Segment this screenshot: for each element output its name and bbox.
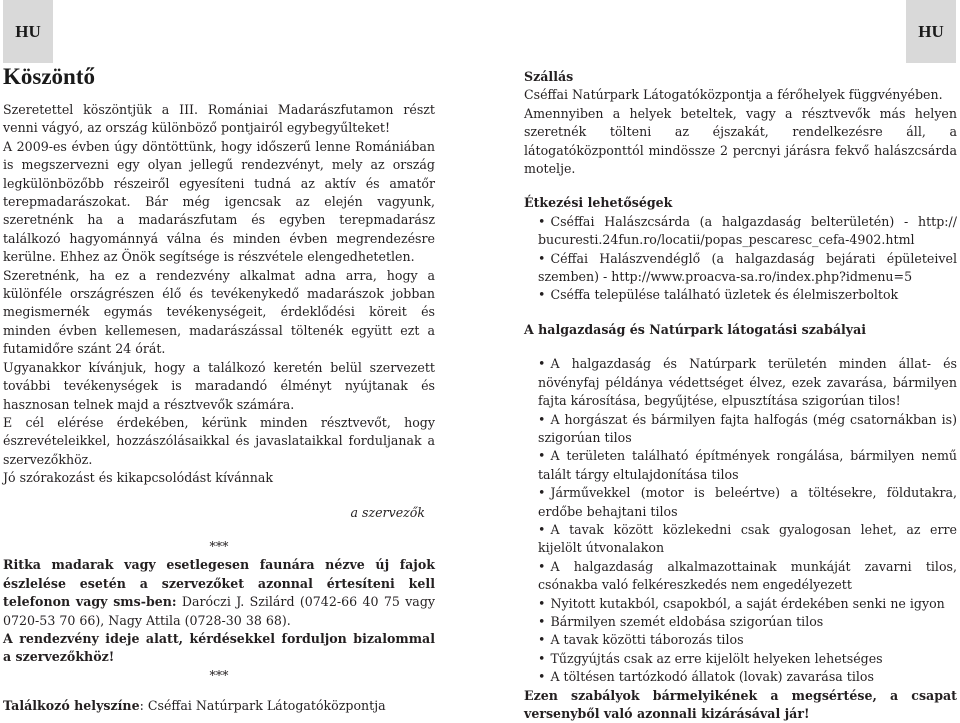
paragraph: E cél elérése érdekében, kérünk minden résztvevőt, hogy észrevételeikkel, hozzászólásaikkal és javaslataikkal forduljanak a szervezőkhöz. xyxy=(3,414,435,467)
questions-notice: A rendezvény ideje alatt, kérdésekkel forduljon bizalommal a szervezőkhöz! xyxy=(3,630,435,665)
page-title: Köszöntő xyxy=(3,64,95,89)
language-badge-right: HU xyxy=(906,0,956,63)
paragraph: Jó szórakozást és kikapcsolódást kívánnak xyxy=(3,470,273,486)
welcome-text xyxy=(3,101,435,716)
list-item: • A területen található építmények rongálása, bármilyen nemű talált tárgy eltulajdonítása tilos xyxy=(524,447,957,484)
lodging-heading: Szállás xyxy=(524,69,574,84)
notice-bold: Ritka madarak vagy esetlegesen faunára nézve új fajok észlelése esetén a szervezőket azonnal értesíteni kell telefonon vagy sms-ben: xyxy=(3,557,435,610)
language-badge-left: HU xyxy=(3,0,53,63)
closing-warning: Ezen szabályok bármelyikének a megsértése, a csapat versenyből való azonnali kizárásával jár! xyxy=(524,687,957,721)
info-text xyxy=(524,68,957,723)
paragraph: Ugyanakkor kívánjuk, hogy a találkozó keretén belül szervezett további tevékenységek is maradandó élményt nyújtanak és hasznosan telnek majd a résztvevők számára. xyxy=(3,359,435,412)
list-item: • Járművekkel (motor is beleértve) a töltésekre, földutakra, erdőbe behajtani tilos xyxy=(524,484,957,521)
list-item: • A tavak közötti táborozás tilos xyxy=(524,631,957,649)
venue-value: : Cséffai Natúrpark Látogatóközpontja xyxy=(139,698,386,714)
paragraph: Szeretnénk, ha ez a rendezvény alkalmat adna arra, hogy a különféle országrészen élő és tevékenykedő madarászok jobban megismernék egymás tevékenységeit, érdeklődési köreit és minden évben kellemesen, madarászással töltenék együtt ezt a futamidőre szánt 24 órát. xyxy=(3,267,435,357)
list-item: • Céffai Halászvendéglő (a halgazdaság bejárati épületeivel szemben) - http://www.proacva-sa.ro/index.php?idmenu=5 xyxy=(524,250,957,287)
list-item: • Cséffai Halászcsárda (a halgazdaság belterületén) - http:// bucuresti.24fun.ro/locatii/popas_pescaresc_cefa-4902.html xyxy=(524,213,957,250)
list-item: • Cséffa települése található üzletek és élelmiszerboltok xyxy=(524,286,957,304)
list-item: • A halgazdaság és Natúrpark területén minden állat- és növényfaj példánya védettséget élvez, ezek zavarása, bármilyen fajta károsítása, begyűjtése, elpusztítása szigorúan tilos! xyxy=(524,355,957,410)
list-item: • A töltésen tartózkodó állatok (lovak) zavarása tilos xyxy=(524,668,957,686)
lodging-text: Cséffai Natúrpark Látogatóközpontja a férőhelyek függvényében. xyxy=(524,87,943,103)
paragraph: Szeretettel köszöntjük a III. Romániai Madarászfutamon részt venni vágyó, az ország különböző pontjairól egybegyűlteket! xyxy=(3,102,435,136)
venue-line xyxy=(3,697,435,715)
paragraph: A 2009-es évben úgy döntöttünk, hogy időszerű lenne Romániában is megszervezni egy olyan jellegű rendezvényt, mely az ország legkülönbözőbb részeiről egyesíteni tudná az aktív és amatőr terepmadarászokat. Bár még igencsak az elején vagyunk, szeretnénk ha a madarászfutam és egyben terepmadarász találkozó hagyománnyá válna és minden évben megrendezésre kerülne. Ehhez az Önök segítsége is részvétele elengedhetetlen. xyxy=(3,138,435,265)
separator-stars: *** xyxy=(209,538,229,554)
signature: a szervezők xyxy=(350,504,425,520)
notice-contacts: Daróczi J. Szilárd (0742-66 40 75 vagy 0720-53 70 66), Nagy Attila (0728-30 38 68). xyxy=(3,594,435,628)
list-item: • Nyitott kutakból, csapokból, a saját érdekében senki ne igyon xyxy=(524,595,957,613)
food-heading: Étkezési lehetőségek xyxy=(524,195,673,211)
separator-stars: *** xyxy=(209,667,229,683)
list-item: • Tűzgyújtás csak az erre kijelölt helyeken lehetséges xyxy=(524,650,957,668)
venue-label: Találkozó helyszíne xyxy=(3,698,140,714)
list-item: • Bármilyen szemét eldobása szigorúan tilos xyxy=(524,613,957,631)
rules-heading: A halgazdaság és Natúrpark látogatási szabályai xyxy=(524,321,867,337)
list-item: • A tavak között közlekedni csak gyalogosan lehet, az erre kijelölt útvonalakon xyxy=(524,521,957,558)
list-item: • A halgazdaság alkalmazottainak munkáját zavarni tilos, csónakba való felkéreszkedés nem engedélyezett xyxy=(524,558,957,595)
list-item: • A horgászat és bármilyen fajta halfogás (még csatornákban is) szigorúan tilos xyxy=(524,411,957,448)
lodging-text: Amennyiben a helyek beteltek, vagy a résztvevők más helyen szeretnék tölteni az éjszakát, rendelkezésre áll, a látogatóközponttól mindössze 2 percnyi járásra fekvő halászcsárda motelje. xyxy=(524,105,957,177)
rare-bird-notice xyxy=(3,556,435,630)
